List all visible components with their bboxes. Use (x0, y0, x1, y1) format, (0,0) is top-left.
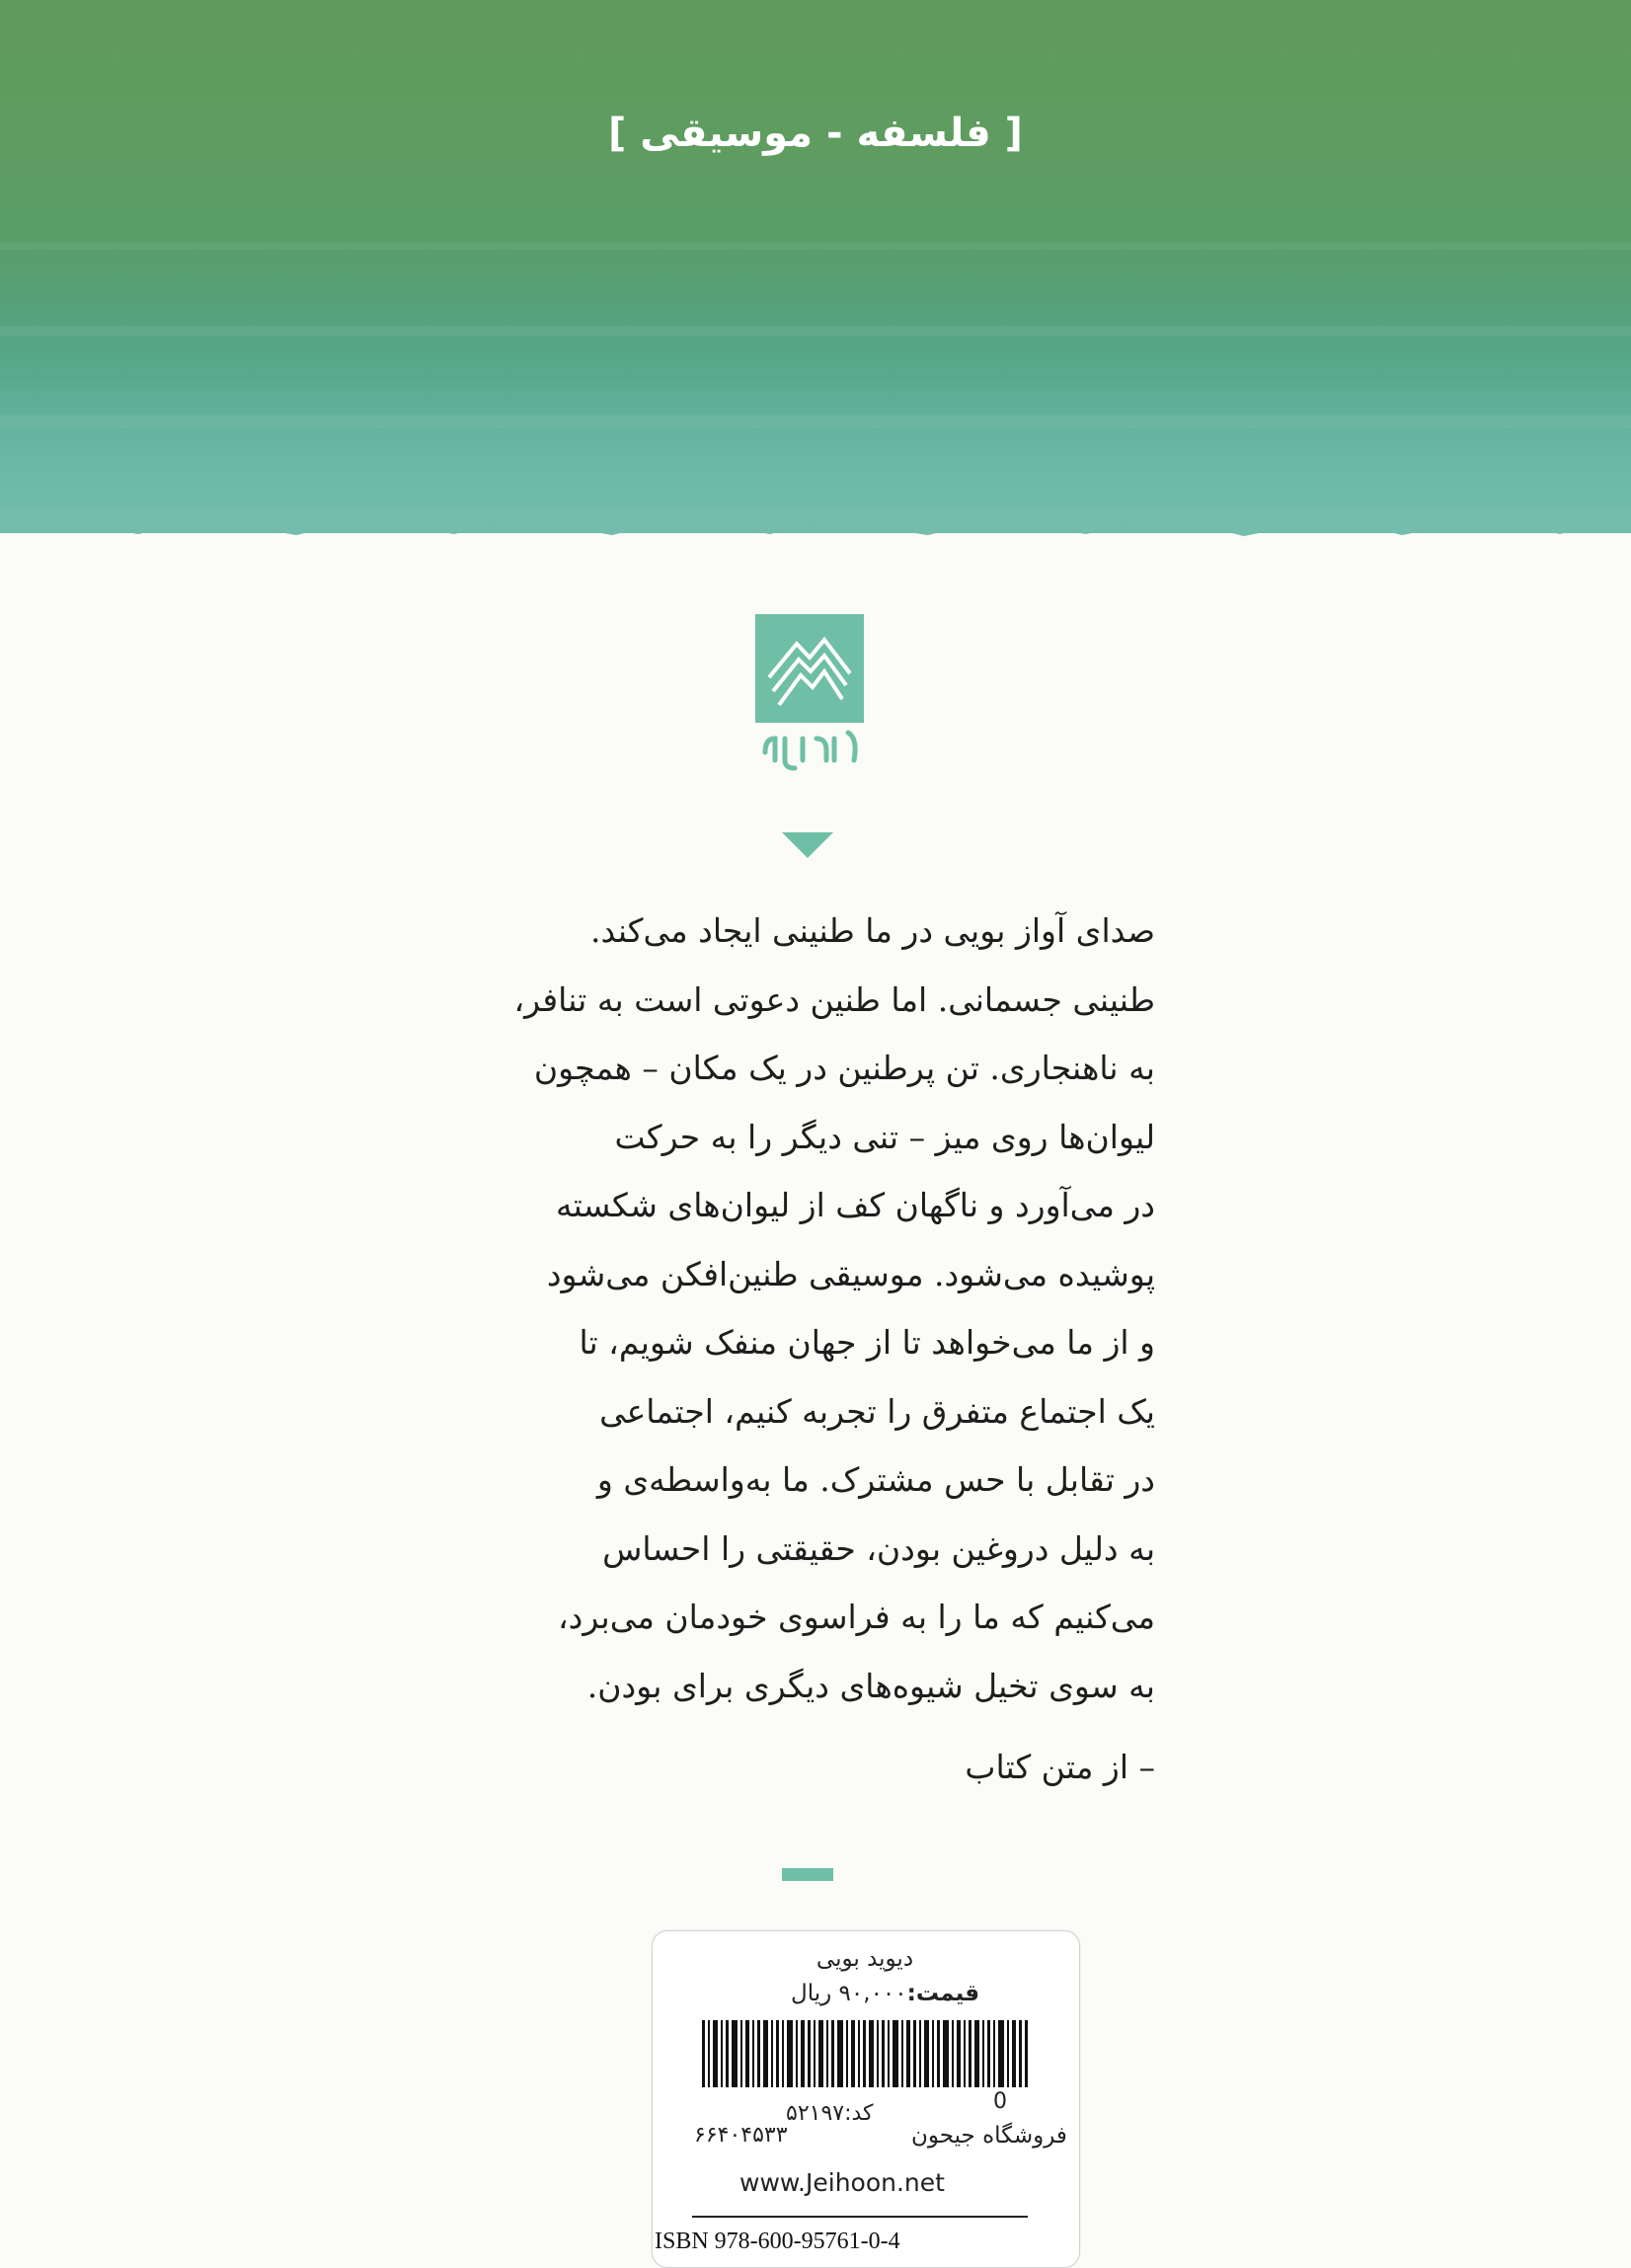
sticker-phone: ۶۶۴۰۴۵۳۳ (694, 2123, 788, 2148)
back-cover-blurb (464, 897, 1155, 1720)
blurb-line: در تقابل با حس مشترک. ما به‌واسطه‌ی و (596, 1460, 1155, 1499)
isbn-number: ISBN 978-600-95761-0-4 (655, 2229, 900, 2254)
blurb-line: طنینی جسمانی. اما طنین دعوتی است به تنافر، (513, 979, 1155, 1019)
band-stripe (0, 326, 1631, 336)
blurb-line: پوشیده می‌شود. موسیقی طنین‌افکن می‌شود (546, 1254, 1155, 1293)
price-label: قیمت: (906, 1981, 980, 2006)
blurb-line: می‌کنیم که ما را به فراسوی خودمان می‌برد، (557, 1598, 1155, 1636)
book-roof-logo-icon (755, 614, 864, 782)
sticker-shop: فروشگاه جیحون (911, 2123, 1067, 2149)
barcode-digit: 0 (993, 2089, 1007, 2114)
price-value: ۹۰,۰۰۰ ریال (791, 1981, 907, 2006)
barcode-icon (702, 2020, 1028, 2087)
down-triangle-icon (782, 832, 833, 858)
sticker-website: www.Jeihoon.net (739, 2168, 945, 2197)
cover-color-band (0, 0, 1631, 533)
band-stripe (0, 242, 1631, 250)
blurb-line: یک اجتماع متفرق را تجربه کنیم، اجتماعی (599, 1391, 1155, 1431)
blurb-line: در می‌آورد و ناگهان کف از لیوان‌های شکسته (555, 1186, 1155, 1224)
blurb-line: و از ما می‌خواهد تا از جهان منفک شویم، تا (579, 1323, 1155, 1362)
blurb-source: – از متن کتاب (965, 1748, 1155, 1786)
band-stripe (0, 415, 1631, 429)
blurb-line: به سوی تخیل شیوه‌های دیگری برای بودن. (586, 1666, 1155, 1705)
torn-paper-edge (0, 508, 1631, 548)
sticker-divider (692, 2216, 1028, 2218)
category-label: [ فلسفه - موسیقی ] (608, 111, 1023, 156)
decorative-mark (782, 1868, 833, 1881)
price-sticker (652, 1930, 1080, 2268)
sticker-author: دیوید بویی (816, 1946, 914, 1972)
sticker-code: کد:۵۲۱۹۷ (786, 2101, 874, 2126)
sticker-price (791, 1981, 979, 2006)
blurb-line: به دلیل دروغین بودن، حقیقتی را احساس (602, 1528, 1155, 1568)
blurb-line: صدای آواز بویی در ما طنینی ایجاد می‌کند. (590, 911, 1155, 950)
blurb-line: لیوان‌ها روی میز – تنی دیگر را به حرکت (614, 1117, 1155, 1156)
blurb-line: به ناهنجاری. تن پرطنین در یک مکان – همچون (533, 1049, 1155, 1087)
